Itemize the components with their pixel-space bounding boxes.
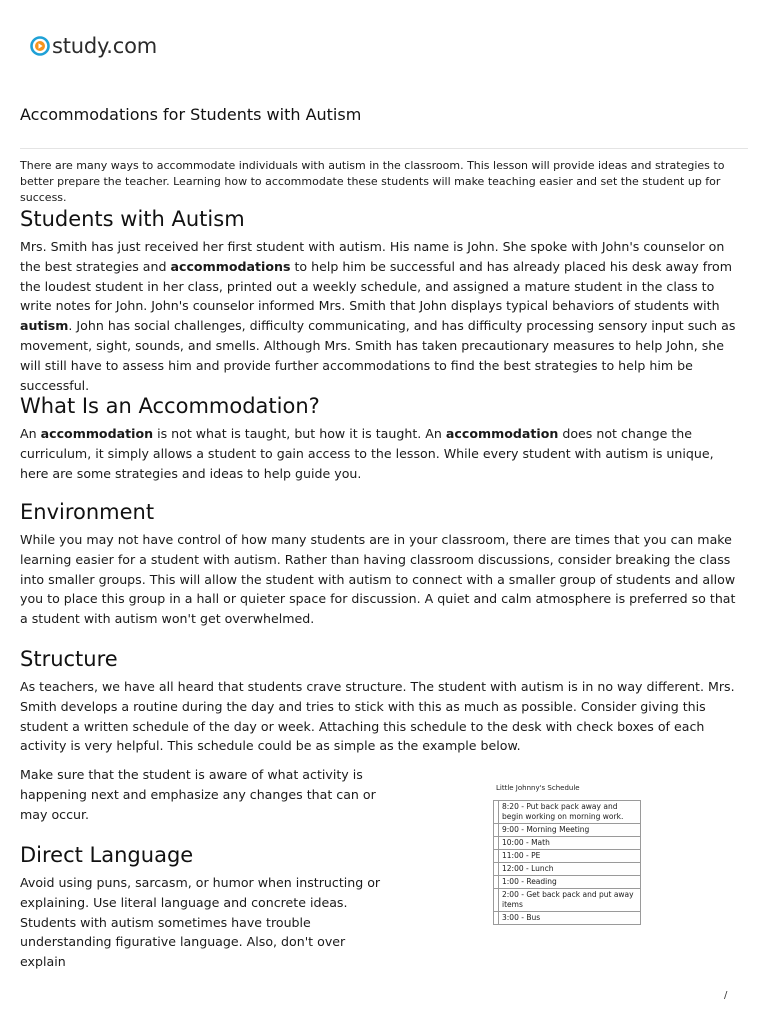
schedule-row	[494, 824, 641, 837]
schedule-row	[494, 850, 641, 863]
text-run: Mrs. Smith has just received her first student with autism. His name is John. She spoke with John's counselor on the best strategies and	[20, 239, 725, 274]
document-title: Accommodations for Students with Autism	[20, 105, 362, 124]
page-footer-mark: /	[724, 990, 728, 1001]
section-heading: Direct Language	[20, 843, 194, 867]
bold-term: accommodation	[445, 426, 559, 441]
schedule-item: 8:20 - Put back pack away and begin working on morning work.	[499, 801, 641, 824]
schedule-item: 10:00 - Math	[499, 837, 641, 850]
schedule-row	[494, 876, 641, 889]
section-heading: Environment	[20, 500, 155, 524]
text-run: . John has social challenges, difficulty communicating, and has difficulty processing sensory input such as movement, sight, sounds, and smells. Although Mrs. Smith has taken precautionary measures to help John, she will still have to assess him and provide further accommodations to find the best strategies to help him be successful.	[20, 318, 736, 393]
schedule-item: 9:00 - Morning Meeting	[499, 824, 641, 837]
schedule-item: 2:00 - Get back pack and put away items	[499, 889, 641, 912]
text-run: An	[20, 426, 41, 441]
schedule-table	[493, 800, 641, 925]
section-structure	[20, 644, 742, 825]
section-paragraph: Avoid using puns, sarcasm, or humor when instructing or explaining. Use literal language and concrete ideas. Students with autism sometimes have trouble understanding figurative language. Also, don't over explain	[20, 875, 381, 970]
section-paragraph	[20, 237, 742, 395]
section-heading: Structure	[20, 647, 118, 671]
bold-term: accommodations	[170, 258, 291, 274]
title-divider	[20, 148, 748, 149]
section-paragraph: While you may not have control of how many students are in your classroom, there are times that you can make learning easier for a student with autism. Rather than having classroom discussions, consider breaking the class into smaller groups. This will allow the student with autism to connect with a smaller group of students and allow you to place this group in a hall or quieter space for discussion. A quiet and calm atmosphere is preferred so that a student with autism won't get overwhelmed.	[20, 532, 736, 627]
schedule-row	[494, 912, 641, 925]
text-run: to help him be successful and has already placed his desk away from the loudest student in her class, printed out a weekly schedule, and assigned a mature student in the class to write notes for John. John's counselor informed Mrs. Smith that John displays typical behaviors of students with	[20, 258, 733, 314]
section-students-with-autism	[20, 204, 742, 395]
section-heading: Students with Autism	[20, 207, 245, 231]
schedule-row	[494, 863, 641, 876]
study-com-logo[interactable]	[30, 34, 157, 58]
schedule-row	[494, 837, 641, 850]
text-run: does not change the curriculum, it simply allows a student to gain access to the lesson. While every student with autism is unique, here are some strategies and ideas to help guide you.	[20, 426, 714, 481]
schedule-caption: Little Johnny's Schedule	[496, 784, 580, 792]
section-what-is-accommodation	[20, 391, 742, 483]
schedule-row	[494, 889, 641, 912]
bold-term: accommodation	[40, 426, 154, 441]
schedule-item: 12:00 - Lunch	[499, 863, 641, 876]
schedule-row	[494, 801, 641, 824]
logo-wordmark: study.com	[52, 34, 157, 58]
schedule-item: 1:00 - Reading	[499, 876, 641, 889]
schedule-item: 3:00 - Bus	[499, 912, 641, 925]
section-paragraph-2: Make sure that the student is aware of what activity is happening next and emphasize any changes that can or may occur.	[20, 767, 376, 822]
intro-paragraph: There are many ways to accommodate individuals with autism in the classroom. This lesson will provide ideas and strategies to better prepare the teacher. Learning how to accommodate these students will make teaching easier and set the student up for success.	[20, 159, 725, 204]
schedule-item: 11:00 - PE	[499, 850, 641, 863]
section-heading: What Is an Accommodation?	[20, 394, 320, 418]
section-paragraph	[20, 424, 742, 483]
bold-term: autism	[20, 318, 69, 334]
section-environment	[20, 497, 742, 629]
play-circle-icon	[30, 36, 50, 56]
section-paragraph: As teachers, we have all heard that students crave structure. The student with autism is in no way different. Mrs. Smith develops a routine during the day and tries to stick with this as much as possible. Consider giving this student a written schedule of the day or week. Attaching this schedule to the desk with check boxes of each activity is very helpful. This schedule could be as simple as the example below.	[20, 679, 735, 754]
text-run: is not what is taught, but how it is taught. An	[153, 426, 446, 441]
